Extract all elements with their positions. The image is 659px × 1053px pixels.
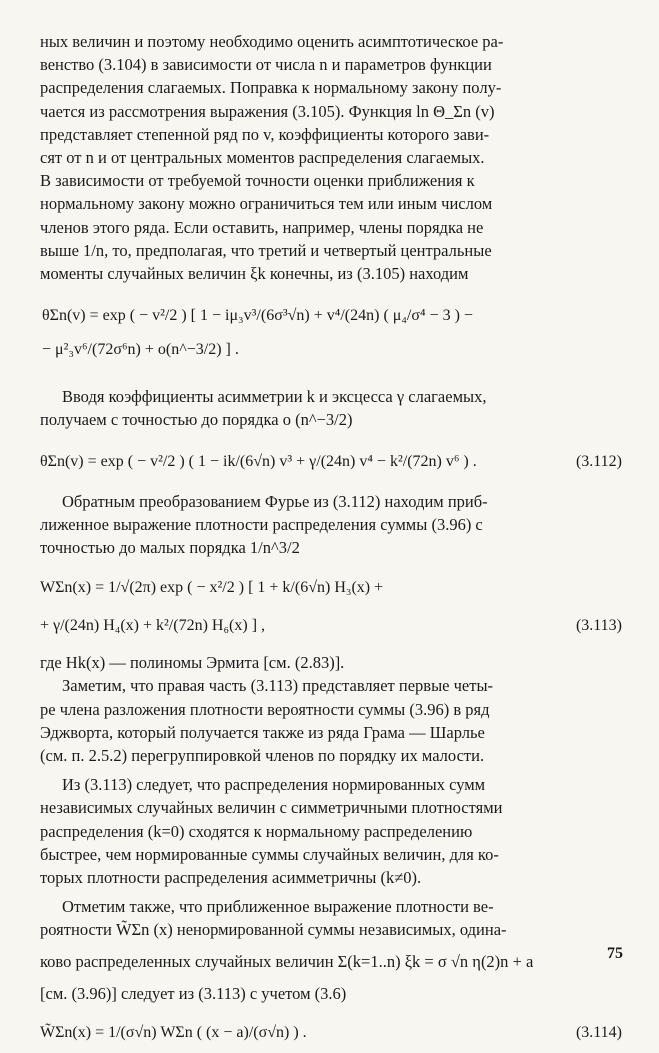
text-line: членов этого ряда. Если оставить, например, члены порядка не <box>40 217 484 237</box>
formula-line: θΣn(v) = exp ( − v²/2 ) [ 1 − iμ₃v³/(6σ³√n) + v⁴/(24n) ( μ₄/σ⁴ − 3 ) − <box>42 307 473 325</box>
formula-theta-series <box>40 299 622 369</box>
text-line: получаем с точностью до порядка o (n^−3/2) <box>40 410 353 430</box>
text-line: представляет степенной ряд по v, коэффициенты которого зави- <box>40 124 490 144</box>
text-line: венство (3.104) в зависимости от числа n и параметров функции <box>40 55 492 75</box>
formula-line: W̃Σn(x) = 1/(σ√n) WΣn ( (x − a)/(σ√n) ) . <box>40 1023 307 1041</box>
text-line: быстрее, чем нормированные суммы случайных величин, для ко- <box>40 844 499 864</box>
text-line: распределения (k=0) сходятся к нормальному распределению <box>40 821 473 841</box>
paragraph-3 <box>40 490 622 560</box>
text-line: торых плотности распределения асимметричны (k≠0). <box>40 868 422 888</box>
text-line: Заметим, что правая часть (3.113) представляет первые четы- <box>62 676 494 696</box>
paragraph-5 <box>40 674 622 767</box>
paragraph-4: где Hk(x) — полиномы Эрмита [см. (2.83)]. <box>40 653 345 673</box>
text-line: В зависимости от требуемой точности оценки приближения к <box>40 171 475 191</box>
paragraph-7 <box>40 895 622 1005</box>
text-line: Из (3.113) следует, что распределения нормированных сумм <box>62 775 486 795</box>
paragraph-1 <box>40 30 622 285</box>
formula-line: − μ²₃v⁶/(72σ⁶n) + o(n^−3/2) ] . <box>42 341 239 359</box>
text-line-with-sum: ково распределенных случайных величин Σ(k=1..n) ξk = σ √n η(2)n + a <box>40 951 534 971</box>
equation-number: (3.114) <box>575 1023 622 1041</box>
text-line: лиженное выражение плотности распределения суммы (3.96) с <box>40 514 483 534</box>
page-body <box>40 30 622 1053</box>
text-line: [см. (3.96)] следует из (3.113) с учетом (3.6) <box>40 983 347 1003</box>
equation-number: (3.113) <box>575 617 622 635</box>
text-line: чается из рассмотрения выражения (3.105). Функция ln Θ_Σn (v) <box>40 101 495 121</box>
text-line: роятности W̃Σn (x) ненормированной суммы независимых, одина- <box>40 920 507 940</box>
formula-3-113 <box>40 569 622 645</box>
equation-number: (3.112) <box>575 452 622 470</box>
formula-3-114 <box>40 1013 622 1053</box>
text-line: ных величин и поэтому необходимо оценить асимптотическое ра- <box>40 32 504 51</box>
text-line: выше 1/n, то, предполагая, что третий и четвертый центральные <box>40 240 492 260</box>
text-line: точностью до малых порядка 1/n^3/2 <box>40 538 300 558</box>
formula-line: WΣn(x) = 1/√(2π) exp ( − x²/2 ) [ 1 + k/(6√n) H₃(x) + <box>40 579 384 597</box>
text-line: моменты случайных величин ξk конечны, из (3.105) находим <box>40 264 469 284</box>
text-line: (см. п. 2.5.2) перегруппировкой членов по порядку их малости. <box>40 746 485 766</box>
text-line: ре члена разложения плотности вероятности суммы (3.96) в ряд <box>40 699 490 719</box>
text-line: распределения слагаемых. Поправка к нормальному закону полу- <box>40 78 502 98</box>
formula-line: + γ/(24n) H₄(x) + k²/(72n) H₆(x) ] , <box>40 617 266 635</box>
text-line: Эджворта, который получается также из ряда Грама — Шарлье <box>40 722 485 742</box>
formula-line: θΣn(v) = exp ( − v²/2 ) ( 1 − ik/(6√n) v³ + γ/(24n) v⁴ − k²/(72n) v⁶ ) . <box>40 452 477 470</box>
text-line: сят от n и от центральных моментов распределения слагаемых. <box>40 148 485 168</box>
text-line: нормальному закону можно ограничиться тем или иным числом <box>40 194 493 214</box>
formula-3-112 <box>40 442 622 482</box>
text-line: независимых случайных величин с симметричными плотностями <box>40 798 503 818</box>
text-line: Отметим также, что приближенное выражение плотности ве- <box>62 897 494 917</box>
text-line: Вводя коэффициенты асимметрии k и эксцесса γ слагаемых, <box>62 387 487 407</box>
paragraph-2 <box>40 385 622 431</box>
paragraph-6 <box>40 773 622 889</box>
page-number: 75 <box>607 945 623 962</box>
text-line: Обратным преобразованием Фурье из (3.112) находим приб- <box>62 491 488 511</box>
